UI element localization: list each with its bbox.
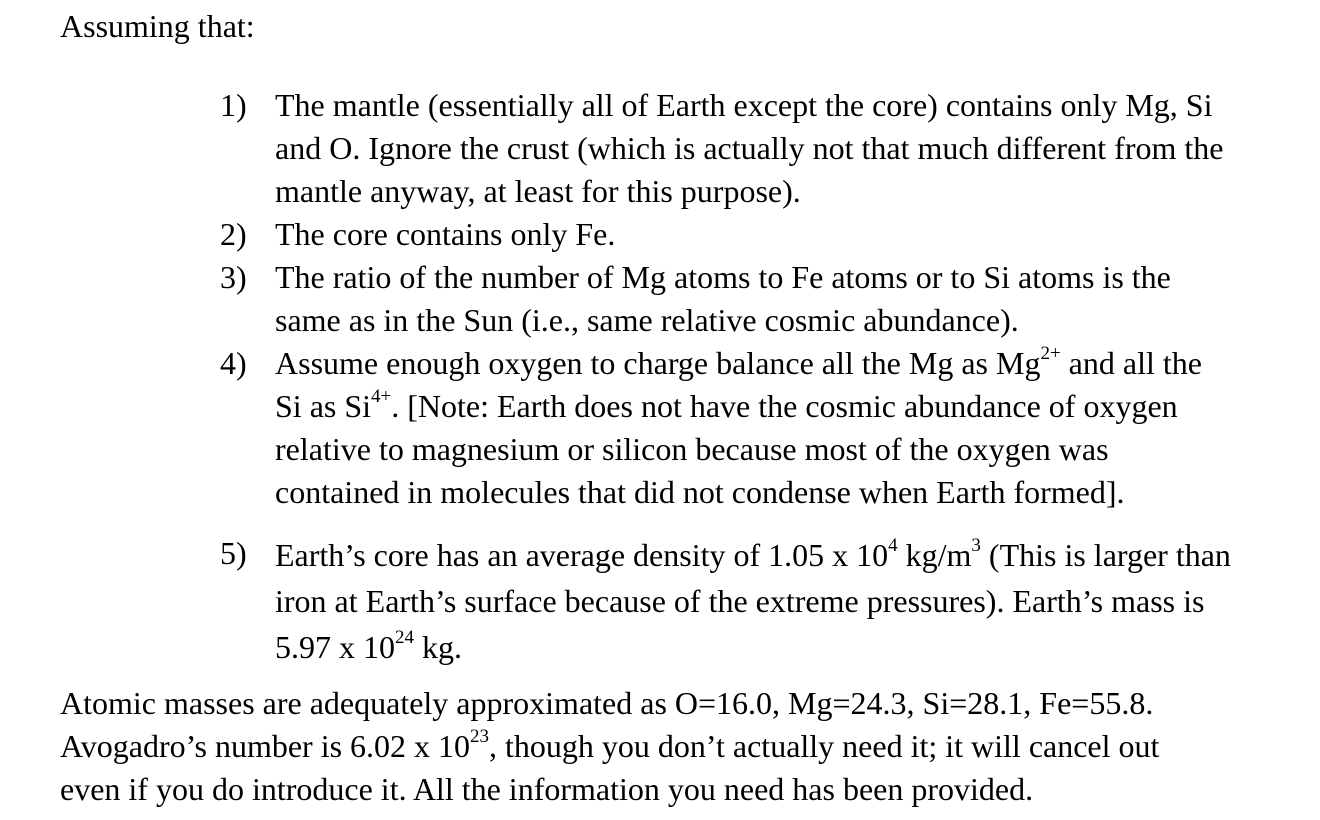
list-item [220, 342, 1320, 514]
closing-paragraph [60, 682, 1159, 811]
superscript: 24 [395, 627, 414, 649]
item-text-line: same as in the Sun (i.e., same relative cosmic abundance). [275, 302, 1019, 338]
item-number: 5) [220, 535, 247, 571]
text-run: and all the [1060, 345, 1202, 381]
text-run: . [Note: Earth does not have the cosmic abundance of oxygen [391, 388, 1178, 424]
text-run: kg. [414, 629, 462, 665]
text-run: (This is larger than [980, 537, 1231, 573]
superscript: 4+ [371, 386, 392, 408]
item-number: 4) [220, 345, 247, 381]
item-text-line: mantle anyway, at least for this purpose). [275, 173, 801, 209]
text-run: Assume enough oxygen to charge balance all the Mg as Mg [275, 345, 1041, 381]
item-text-line: iron at Earth’s surface because of the extreme pressures). Earth’s mass is [275, 583, 1205, 619]
item-text-line: relative to magnesium or silicon because most of the oxygen was [275, 431, 1109, 467]
item-text-line [275, 532, 1320, 578]
list-item [220, 84, 1320, 213]
list-item [220, 213, 1320, 256]
item-text-line: contained in molecules that did not condense when Earth formed]. [275, 474, 1125, 510]
superscript: 4 [888, 535, 898, 557]
text-run: , though you don’t actually need it; it will cancel out [489, 728, 1160, 764]
item-text-line: The core contains only Fe. [275, 216, 616, 252]
superscript: 3 [971, 535, 981, 557]
item-text-line: and O. Ignore the crust (which is actually not that much different from the [275, 130, 1224, 166]
paragraph-line: even if you do introduce it. All the information you need has been provided. [60, 771, 1034, 807]
list-item [220, 256, 1320, 342]
text-run: Earth’s core has an average density of 1.05 x 10 [275, 537, 889, 573]
text-run: Avogadro’s number is 6.02 x 10 [60, 728, 471, 764]
text-run: kg/m [897, 537, 972, 573]
paragraph-line [60, 725, 1159, 768]
superscript: 2+ [1040, 343, 1061, 365]
intro-heading: Assuming that: [60, 8, 255, 44]
text-run: 5.97 x 10 [275, 629, 395, 665]
item-number: 1) [220, 87, 247, 123]
item-text-line [275, 342, 1320, 385]
list-item [220, 532, 1320, 670]
text-run: Si as Si [275, 388, 372, 424]
item-number: 3) [220, 259, 247, 295]
item-text-line [275, 624, 1320, 670]
paragraph-line: Atomic masses are adequately approximated as O=16.0, Mg=24.3, Si=28.1, Fe=55.8. [60, 685, 1154, 721]
item-text-line: The mantle (essentially all of Earth except the core) contains only Mg, Si [275, 87, 1213, 123]
superscript: 23 [470, 726, 490, 748]
item-number: 2) [220, 216, 247, 252]
item-text-line: The ratio of the number of Mg atoms to Fe atoms or to Si atoms is the [275, 259, 1171, 295]
item-text-line [275, 385, 1320, 428]
assumptions-list [220, 84, 1320, 670]
